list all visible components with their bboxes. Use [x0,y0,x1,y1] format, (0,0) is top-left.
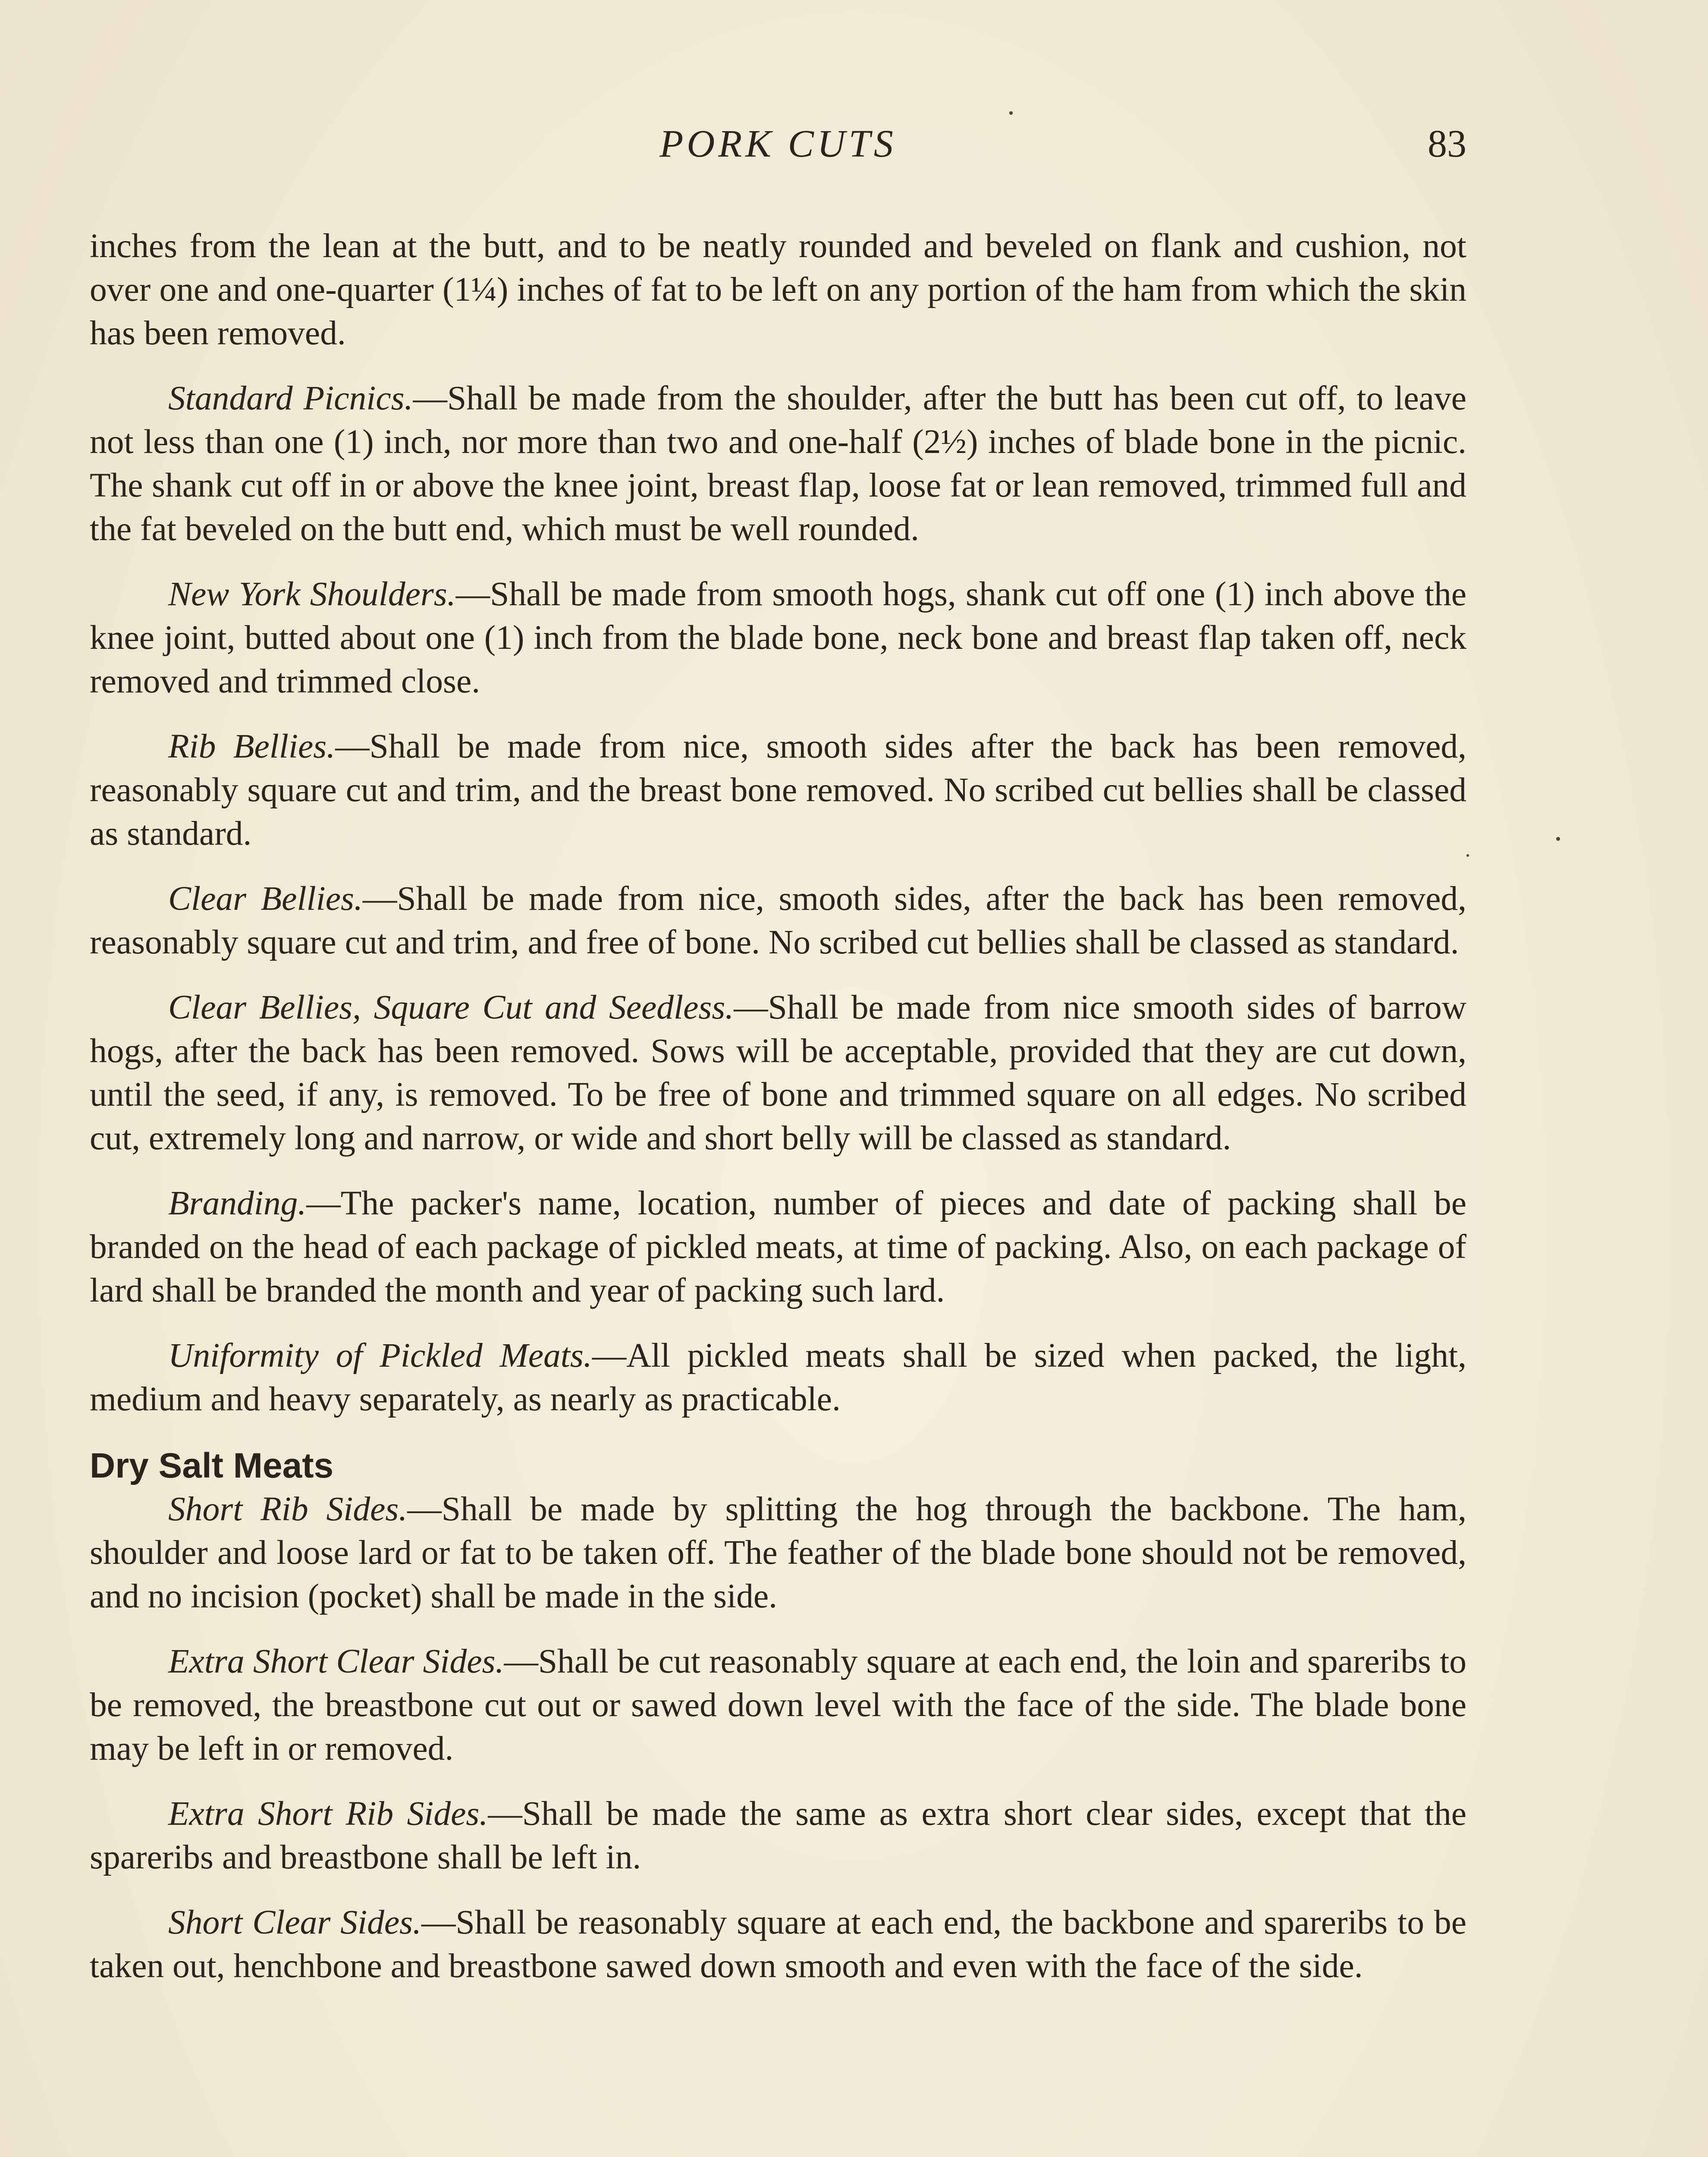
paragraph [90,1640,1466,1770]
paragraph [90,877,1466,964]
paragraph-text: —All pickled meats shall be sized when packed, the light, medium and heavy separately, as nearly as practicable. [90,1336,1466,1418]
paragraph-lead: Uniformity of Pickled Meats. [168,1336,592,1374]
paragraph-lead: Clear Bellies. [168,880,363,918]
running-head: PORK CUTS [659,123,897,165]
paragraph-lead: New York Shoulders. [168,575,456,613]
paragraph [90,725,1466,855]
paragraph-text: —Shall be reasonably square at each end, the backbone and spareribs to be taken out, henchbone and breastbone sawed down smooth and even with the face of the side. [90,1903,1466,1985]
paragraph [90,1487,1466,1618]
print-speck [1466,854,1469,857]
paragraph-text: —Shall be cut reasonably square at each end, the loin and spareribs to be removed, the breastbone cut out or sawed down level with the face of the side. The blade bone may be left in or removed. [90,1642,1466,1767]
paragraph-text: inches from the lean at the butt, and to be neatly rounded and beveled on flank and cushion, not over one and one-quarter (1¼) inches of fat to be left on any portion of the ham from which the skin has been removed. [90,227,1466,352]
paragraph-lead: Short Rib Sides. [168,1490,408,1528]
paragraph-text: —Shall be made from smooth hogs, shank cut off one (1) inch above the knee joint, butted about one (1) inch from the blade bone, neck bone and breast flap taken off, neck removed and trimmed close. [90,575,1466,700]
paragraph-text: —Shall be made by splitting the hog through the backbone. The ham, shoulder and loose lard or fat to be taken off. The feather of the blade bone should not be removed, and no incision (pocket) shall be made in the side. [90,1490,1466,1615]
paragraph-text: —Shall be made from nice, smooth sides, after the back has been removed, reasonably square cut and trim, and free of bone. No scribed cut bellies shall be classed as standard. [90,880,1466,961]
paragraph-lead: Extra Short Clear Sides. [168,1642,504,1680]
paragraph [90,1182,1466,1312]
paragraph-text: —Shall be made from the shoulder, after the butt has been cut off, to leave not less than one (1) inch, nor more than two and one-half (2½) inches of blade bone in the picnic. The shank cut off in or above the knee joint, breast flap, loose fat or lean removed, trimmed full and the fat beveled on the butt end, which must be well rounded. [90,379,1466,548]
paragraph-lead: Standard Picnics. [168,379,413,417]
paragraph-lead: Rib Bellies. [168,727,336,765]
paragraph-text: —Shall be made from nice, smooth sides after the back has been removed, reasonably square cut and trim, and the breast bone removed. No scribed cut bellies shall be classed as standard. [90,727,1466,852]
paragraph-lead: Extra Short Rib Sides. [168,1795,488,1833]
print-speck [1556,837,1560,841]
body-text [90,224,1466,2009]
section-heading: Dry Salt Meats [90,1446,334,1485]
paragraph [90,986,1466,1160]
page-number: 83 [1428,123,1466,165]
paragraph-lead: Clear Bellies, Square Cut and Seedless. [168,988,734,1026]
paragraph [90,224,1466,355]
paragraph-text: —Shall be made from nice smooth sides of barrow hogs, after the back has been removed. Sows will be acceptable, provided that they are cut down, until the seed, if any, is removed. To be free of bone and trimmed square on all edges. No scribed cut, extremely long and narrow, or wide and short belly will be classed as standard. [90,988,1466,1157]
paragraph [90,1334,1466,1421]
print-speck [1009,111,1013,115]
paragraph-lead: Short Clear Sides. [168,1903,421,1941]
paragraph [90,377,1466,551]
paragraph [90,1792,1466,1879]
paragraph [90,1901,1466,1988]
page-header [90,122,1466,173]
paragraph [90,572,1466,703]
paragraph-lead: Branding. [168,1184,307,1222]
paragraph-text: —The packer's name, location, number of pieces and date of packing shall be branded on the head of each package of pickled meats, at time of packing. Also, on each package of lard shall be branded the month and year of packing such lard. [90,1184,1466,1309]
paragraph-text: —Shall be made the same as extra short clear sides, except that the spareribs and breastbone shall be left in. [90,1795,1466,1876]
